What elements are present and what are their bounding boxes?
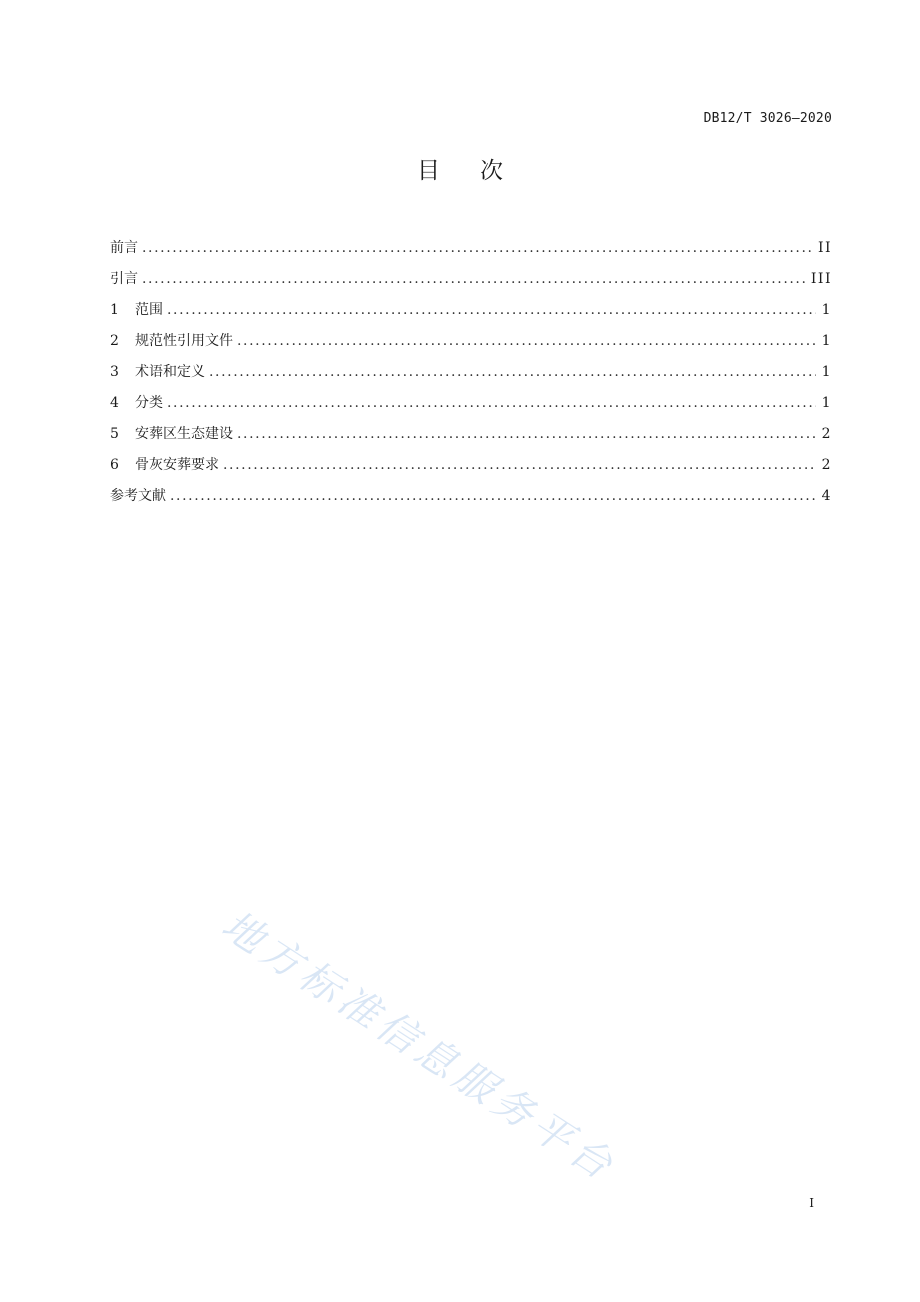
toc-entry-normative-references[interactable] xyxy=(110,326,832,357)
toc-entry-scope[interactable] xyxy=(110,295,832,326)
toc-entry-label: 前言 xyxy=(110,240,138,256)
toc-entry-number: 2 xyxy=(110,333,119,349)
toc-entry-page: III xyxy=(810,271,832,287)
toc-entry-page: II xyxy=(817,240,832,256)
toc-entry-page: 1 xyxy=(821,395,832,411)
toc-entry-page: 1 xyxy=(821,364,832,380)
toc-entry-ash-burial-requirements[interactable] xyxy=(110,450,832,481)
table-of-contents xyxy=(110,233,832,512)
toc-leader-dots xyxy=(167,388,816,419)
toc-entry-classification[interactable] xyxy=(110,388,832,419)
toc-entry-terms-definitions[interactable] xyxy=(110,357,832,388)
toc-entry-label: 规范性引用文件 xyxy=(135,333,233,349)
toc-entry-label: 术语和定义 xyxy=(135,364,205,380)
page-number: I xyxy=(809,1196,814,1210)
toc-entry-number: 5 xyxy=(110,426,119,442)
toc-entry-label: 范围 xyxy=(135,302,163,318)
toc-leader-dots xyxy=(209,357,816,388)
toc-leader-dots xyxy=(223,450,816,481)
toc-leader-dots xyxy=(142,233,812,264)
toc-title: 目次 xyxy=(417,158,543,184)
toc-entry-number: 4 xyxy=(110,395,119,411)
toc-entry-bibliography[interactable] xyxy=(110,481,832,512)
toc-entry-number: 1 xyxy=(110,302,119,318)
document-code: DB12/T 3026—2020 xyxy=(703,111,832,126)
toc-entry-label: 参考文献 xyxy=(110,488,166,504)
toc-entry-foreword[interactable] xyxy=(110,233,832,264)
toc-entry-label: 骨灰安葬要求 xyxy=(135,457,219,473)
toc-entry-label: 分类 xyxy=(135,395,163,411)
toc-entry-number: 3 xyxy=(110,364,119,380)
toc-leader-dots xyxy=(170,481,816,512)
watermark: 地方标准信息服务平台 xyxy=(213,902,625,1192)
toc-leader-dots xyxy=(167,295,816,326)
toc-entry-page: 2 xyxy=(821,426,832,442)
toc-entry-page: 2 xyxy=(821,457,832,473)
toc-entry-ecological-construction[interactable] xyxy=(110,419,832,450)
toc-entry-page: 4 xyxy=(821,488,832,504)
toc-entry-number: 6 xyxy=(110,457,119,473)
toc-entry-page: 1 xyxy=(821,302,832,318)
toc-leader-dots xyxy=(142,264,805,295)
toc-entry-introduction[interactable] xyxy=(110,264,832,295)
toc-entry-page: 1 xyxy=(821,333,832,349)
toc-leader-dots xyxy=(237,326,816,357)
toc-entry-label: 引言 xyxy=(110,271,138,287)
toc-leader-dots xyxy=(237,419,816,450)
toc-entry-label: 安葬区生态建设 xyxy=(135,426,233,442)
